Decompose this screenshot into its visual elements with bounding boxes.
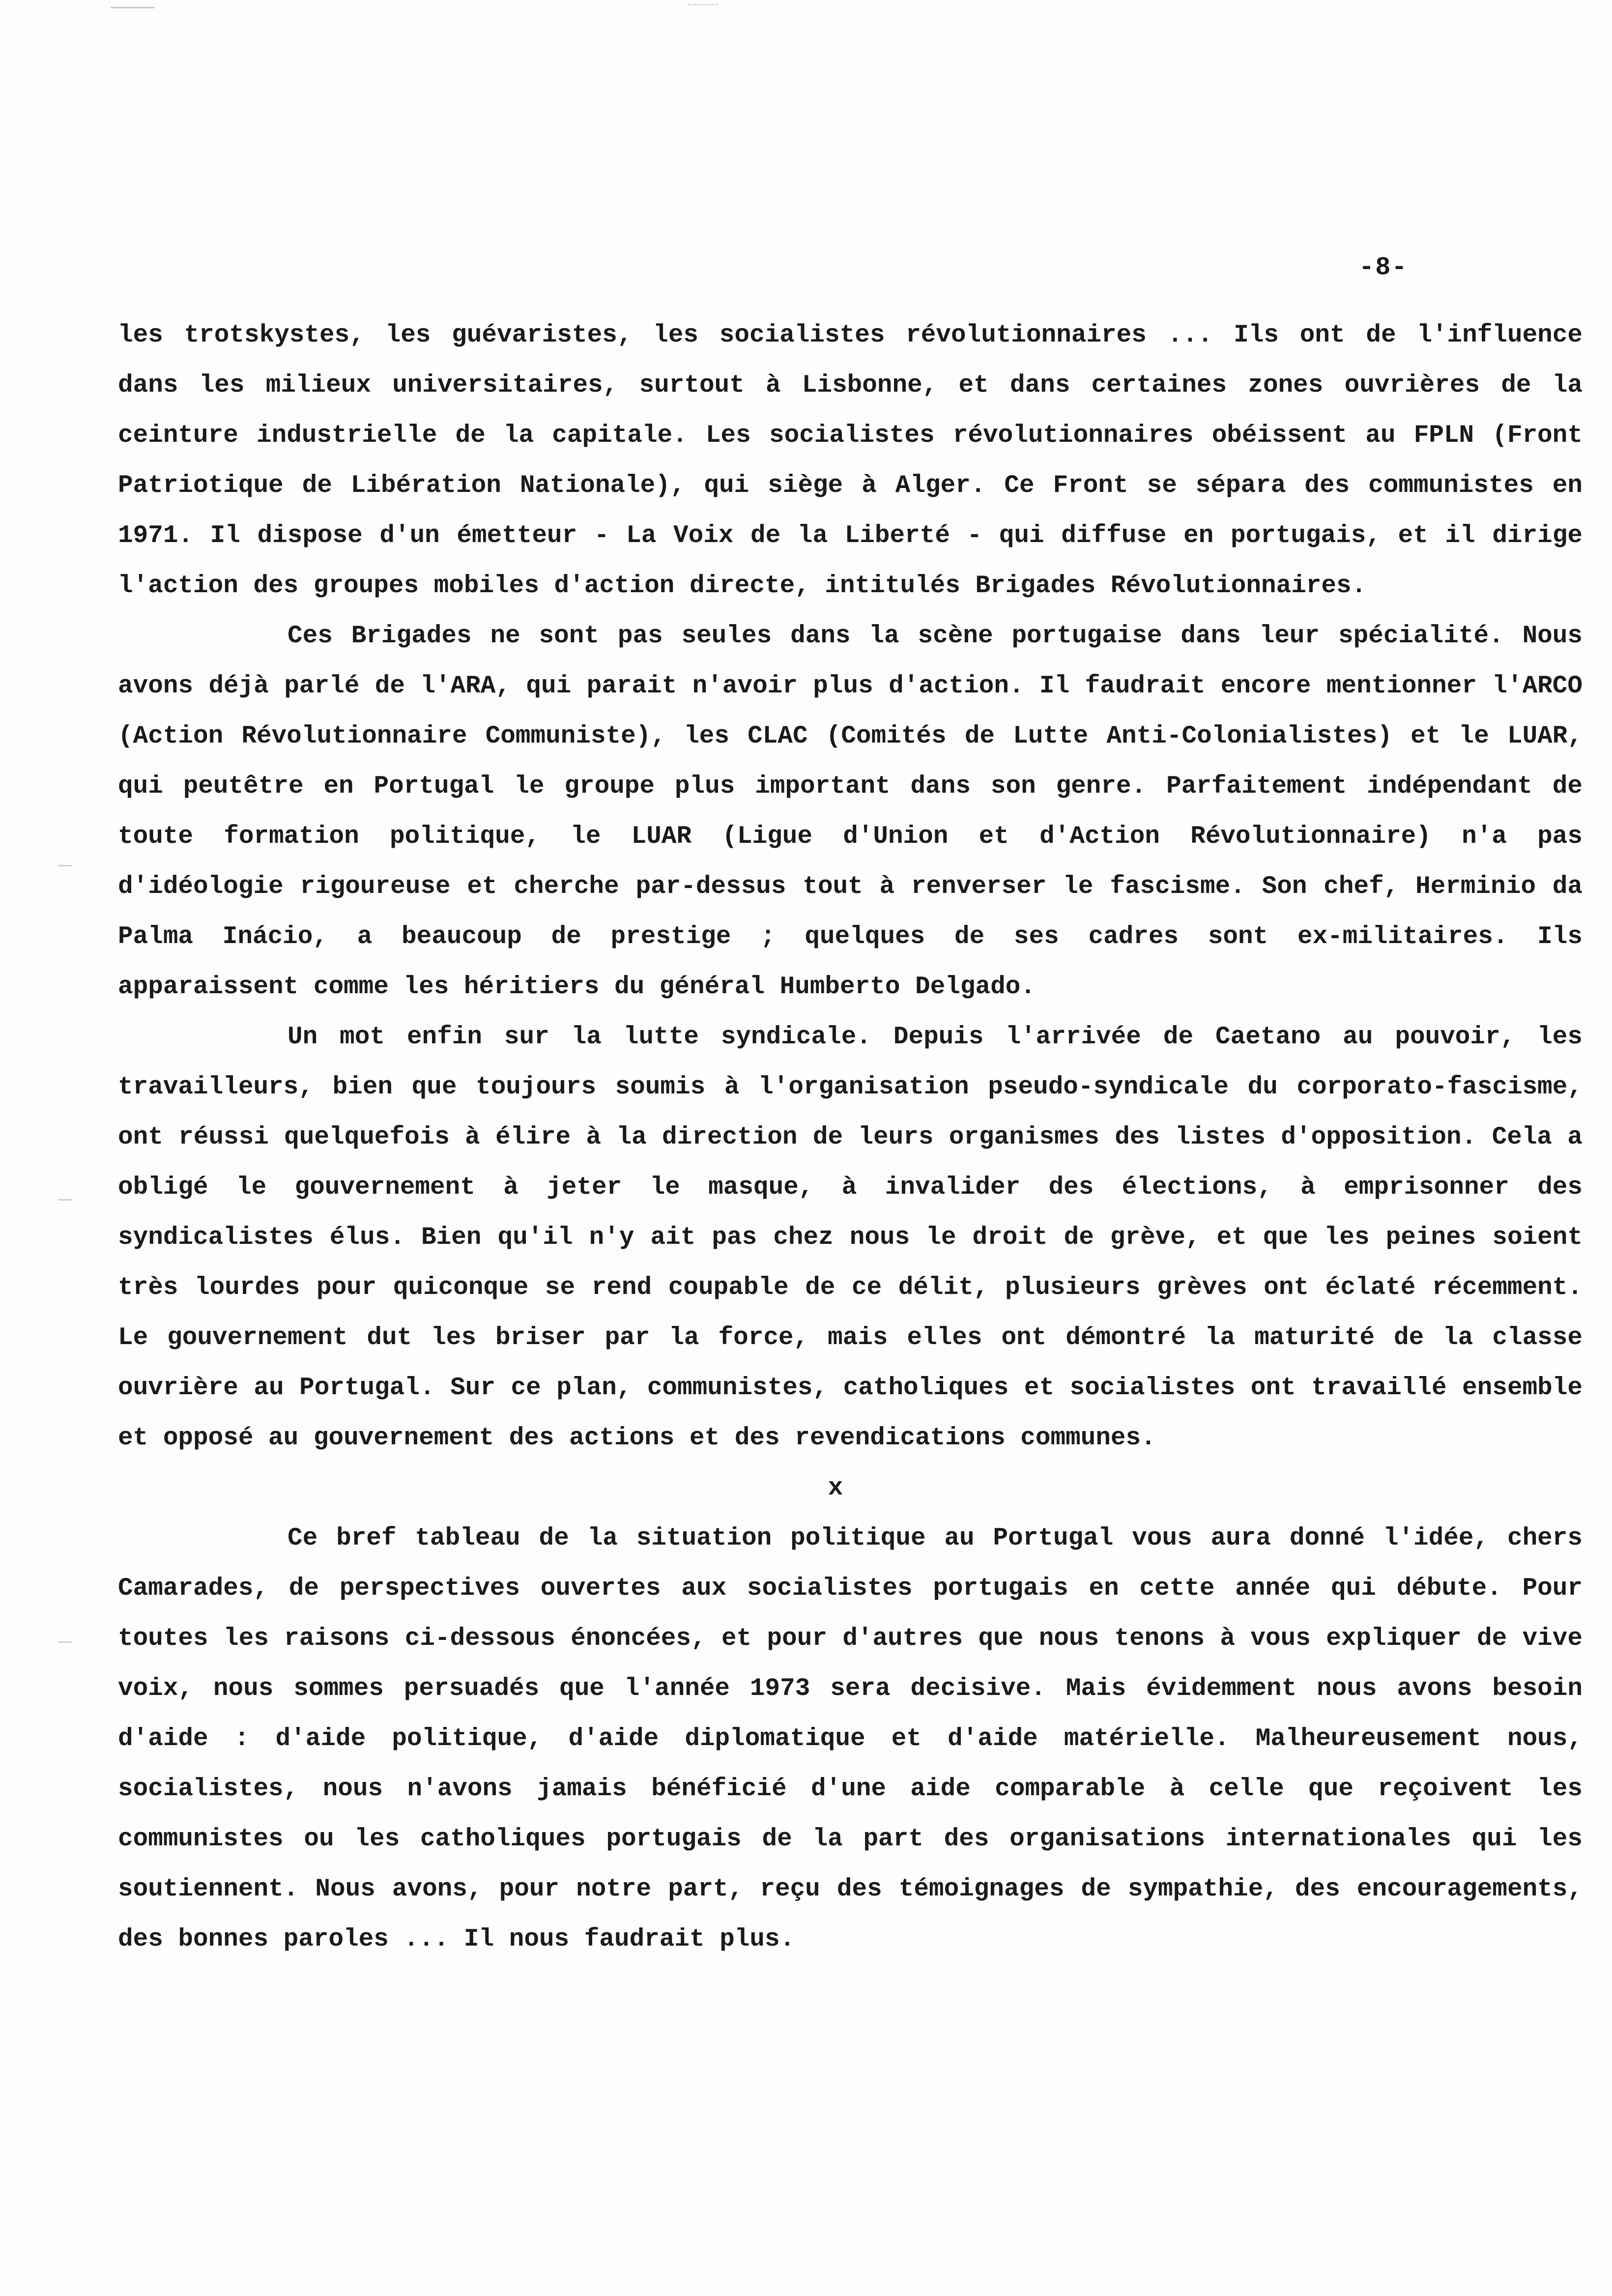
paragraph: Ce bref tableau de la situation politique au Portugal vous aura donné l'idée, chers Camarades, de perspectives ouvertes aux socialistes portugais en cette année qui débute. Pour toutes les raisons ci-dessous énoncées, et pour d'autres que nous tenons à vous expliquer de vive voix, nous sommes persuadés que l'année 1973 sera decisive. Mais évidemment nous avons besoin d'aide : d'aide politique, d'aide diplomatique et d'aide matérielle. Malheureusement nous, socialistes, nous n'avons jamais bénéficié d'une aide comparable à celle que reçoivent les communistes ou les catholiques portugais de la part des organisations internationales qui les soutiennent. Nous avons, pour notre part, reçu des témoignages de sympathie, des encouragements, des bonnes paroles ... Il nous faudrait plus. — [118, 1524, 1583, 1953]
margin-mark — [58, 1199, 72, 1201]
paragraph: les trotskystes, les guévaristes, les socialistes révolutionnaires ... Ils ont de l'influence dans les milieux universitaires, surtout à Lisbonne, et dans certaines zones ouvrières de la ceinture industrielle de la capitale. Les socialistes révolutionnaires obéissent au FPLN (Front Patriotique de Libération Nationale), qui siège à Alger. Ce Front se sépara des communistes en 1971. Il dispose d'un émetteur - La Voix de la Liberté - qui diffuse en portugais, et il dirige l'action des groupes mobiles d'action directe, intitulés Brigades Révolutionnaires. — [118, 321, 1583, 600]
margin-mark — [58, 1641, 72, 1643]
body-text — [118, 311, 1583, 1965]
section-separator: x — [828, 1474, 843, 1502]
scan-edge-dots — [688, 4, 718, 7]
paragraph: Un mot enfin sur la lutte syndicale. Depuis l'arrivée de Caetano au pouvoir, les travailleurs, bien que toujours soumis à l'organisation pseudo-syndicale du corporato-fascisme, ont réussi quelquefois à élire à la direction de leurs organismes des listes d'opposition. Cela a obligé le gouvernement à jeter le masque, à invalider des élections, à emprisonner des syndicalistes élus. Bien qu'il n'y ait pas chez nous le droit de grève, et que les peines soient très lourdes pour quiconque se rend coupable de ce délit, plusieurs grèves ont éclaté récemment. Le gouvernement dut les briser par la force, mais elles ont démontré la maturité de la classe ouvrière au Portugal. Sur ce plan, communistes, catholiques et socialistes ont travaillé ensemble et opposé au gouvernement des actions et des revendications communes. — [118, 1023, 1583, 1452]
paragraph: Ces Brigades ne sont pas seules dans la scène portugaise dans leur spécialité. Nous avons déjà parlé de l'ARA, qui parait n'avoir plus d'action. Il faudrait encore mentionner l'ARCO (Action Révolutionnaire Communiste), les CLAC (Comités de Lutte Anti-Colonialistes) et le LUAR, qui peutêtre en Portugal le groupe plus important dans son genre. Parfaitement indépendant de toute formation politique, le LUAR (Ligue d'Union et d'Action Révolutionnaire) n'a pas d'idéologie rigoureuse et cherche par-dessus tout à renverser le fascisme. Son chef, Herminio da Palma Inácio, a beaucoup de prestige ; quelques de ses cadres sont ex-militaires. Ils apparaissent comme les héritiers du général Humberto Delgado. — [118, 622, 1583, 1001]
scan-edge-mark — [111, 7, 155, 8]
margin-mark — [58, 865, 72, 866]
page-number: -8- — [1359, 253, 1408, 282]
